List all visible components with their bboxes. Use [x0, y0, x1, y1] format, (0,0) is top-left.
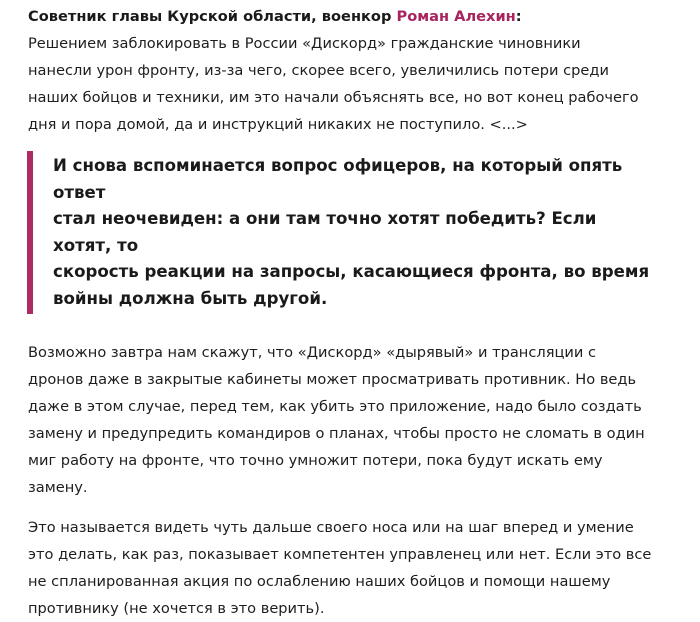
intro-lead: Советник главы Курской области, военкор [28, 8, 397, 25]
paragraph-line: это делать, как раз, показывает компетентен управленец или нет. Если это все [28, 546, 652, 563]
intro-paragraph [28, 3, 676, 138]
body-paragraph-1 [28, 339, 678, 501]
paragraph-line: даже в этом случае, перед тем, как убить это приложение, надо было создать [28, 398, 642, 415]
paragraph-line: противнику (не хочется в это верить). [28, 600, 325, 617]
blockquote [27, 151, 653, 314]
paragraph-line: не спланированная акция по ослаблению наших бойцов и помощи нашему [28, 573, 611, 590]
quote-line: скорость реакции на запросы, касающиеся фронта, во время [53, 262, 650, 281]
intro-line: дня и пора домой, да и инструкций никаких не поступило. <...> [28, 116, 528, 133]
paragraph-line: дронов даже в закрытые кабинеты может просматривать противник. Но ведь [28, 371, 637, 388]
paragraph-line: замену. [28, 479, 88, 496]
person-name-link[interactable]: Роман Алехин [396, 8, 516, 25]
paragraph-line: Это называется видеть чуть дальше своего носа или на шаг вперед и умение [28, 519, 634, 536]
intro-line: наших бойцов и техники, им это начали объяснять все, но вот конец рабочего [28, 89, 639, 106]
intro-line: Решением заблокировать в России «Дискорд» гражданские чиновники [28, 35, 581, 52]
paragraph-line: Возможно завтра нам скажут, что «Дискорд» «дырявый» и трансляции с [28, 344, 597, 361]
intro-colon: : [515, 8, 522, 25]
intro-line: нанесли урон фронту, из-за чего, скорее всего, увеличились потери среди [28, 62, 609, 79]
quote-text [53, 153, 653, 312]
paragraph-line: замену и предупредить командиров о планах, чтобы просто не сломать в один [28, 425, 645, 442]
quote-line: войны должна быть другой. [53, 288, 328, 308]
paragraph-line: миг работу на фронте, что точно умножит потери, пока будут искать ему [28, 452, 603, 469]
quote-line: И снова вспоминается вопрос офицеров, на который опять ответ [53, 156, 623, 202]
quote-line: стал неочевиден: а они там точно хотят победить? Если хотят, то [53, 209, 597, 255]
body-paragraph-2 [28, 514, 678, 622]
